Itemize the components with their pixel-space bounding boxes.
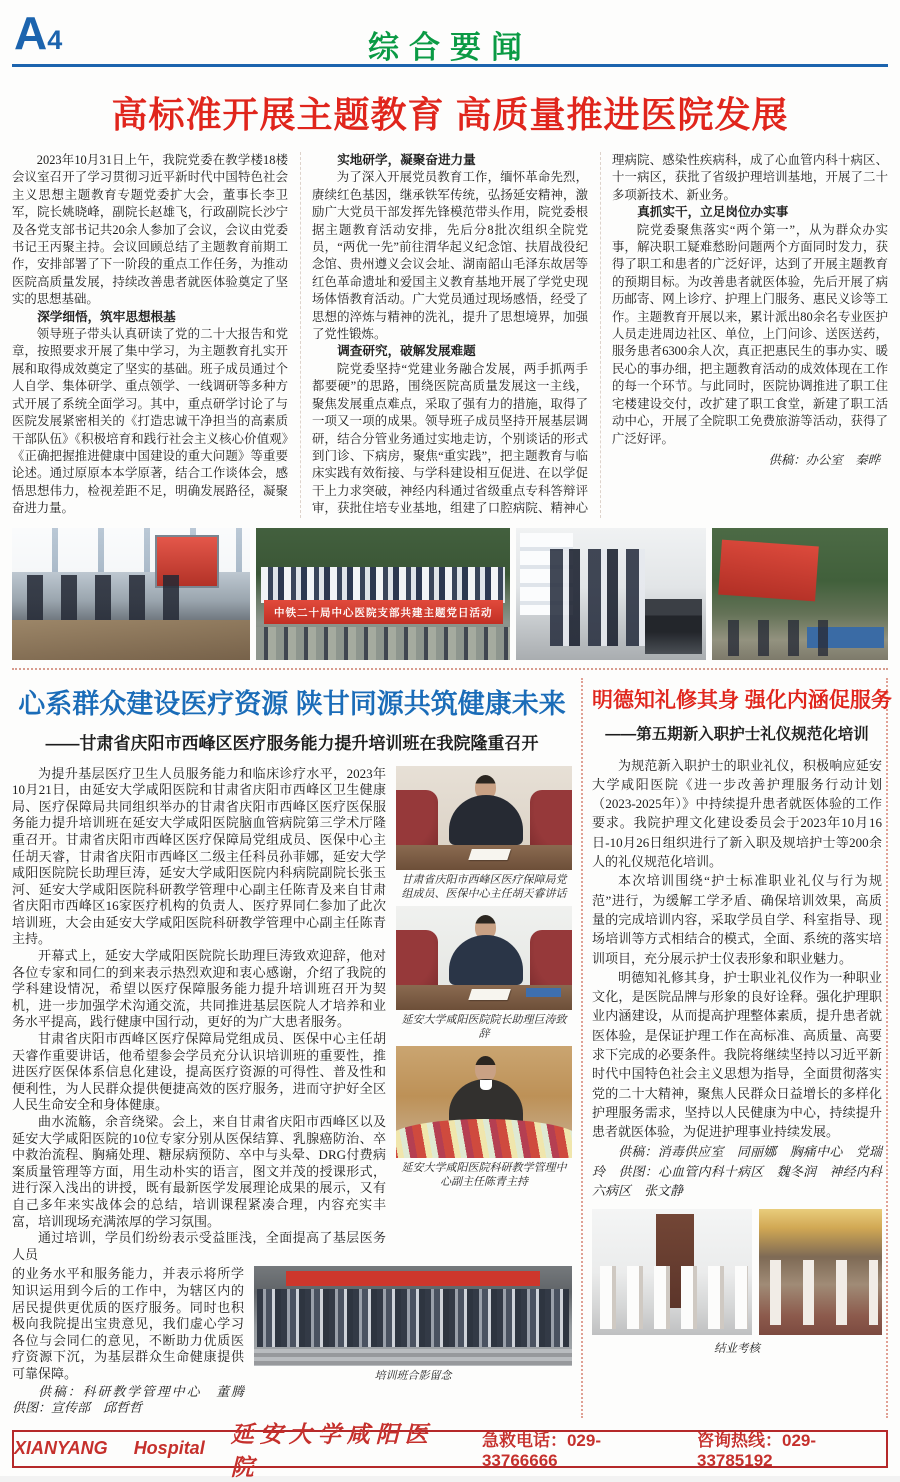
article-paragraph: 院党委聚焦落实“两个第一”，从为群众办实事，解决职工疑难愁盼问题两个方面同时发力，获得了职工和患者的广泛好评，达到了开展主题教育的预期目标。为改善患者就医体验，先后开展了病历邮寄、网上诊疗、护理上门服务、惠民义诊等工作。主题教育开展以来，累计派出80余名专业医护人员走进周边社区、单位，上门问诊、送医送药，服务患者6300余人次，真正把惠民生的事办实、暖民心的事办细，把主题教育活动的成效体现在工作的每一个环节。与此同时，医院协调推进了职工住宅楼建设交付，改扩建了职工食堂，新建了职工活动中心，开展了全院职工免费旅游等活动，获得了广泛好评。 [612,222,888,446]
dotted-separator [12,668,888,670]
left-article-row1 [12,766,572,1264]
left-article-text [12,766,386,1264]
photo-table-decor [12,620,250,660]
article-paragraph: 本次培训围绕“护士标准职业礼仪与行为规范”进行，为缓解工学矛盾、确保培训效果，高质量的完成培训内容，采取学员自学、科室指导、现场培训等方式相结合的模式，全面、系统的落实培训项目，充分展示护士仪表形象和职业魅力。 [592,873,882,966]
photo-meeting-room [12,528,250,660]
photo-chair-decor [396,790,438,852]
photo-caption: 甘肃省庆阳市西峰区医疗保障局党组成员、医保中心主任胡天睿讲话 [401,872,567,900]
photo-indoor-visit [516,528,705,660]
footer-hospital-en: Hospital [133,1438,205,1459]
photo-group-portrait [254,1266,572,1366]
photo-flowers-decor [396,1119,572,1157]
right-article-subtitle: ——第五期新入职护士礼仪规范化培训 [605,725,869,743]
photo-visitors-decor [550,549,645,647]
photo-figure [396,1046,572,1189]
photo-red-banner-decor [718,540,819,602]
photo-nurses-decor [595,1266,748,1329]
article-paragraph: 2023年10月31日上午，我院党委在教学楼18楼会议室召开了学习贯彻习近平新时代中国特色社会主义思想主题教育专题党委扩大会，董事长李卫军，院长姚晓峰，副院长赵雄飞，行政副院长沙宁及各党支部书记共20余人参加了会议，会议由党委书记王丙聚主持。会议回顾总结了主题教育前期工作，安排部署了下一阶段的重点工作任务，为推动医院高质量发展，持续改善患者就医体验奠定了坚实的思想基础。 [12,153,288,307]
article-paragraph: 院党委坚持“党建业务融合发展，两手抓两手都要硬”的思路，围绕医院高质量发展这一主线，聚焦发展重点难点，采取了强有力的措施，取得了一项又一项的成果。领导班子成员坚持开展基层调研，结合分管业务通过实地走访，个别谈话的形式到门诊、下病房，聚焦“重实践”，把主题教育与临床实践有效衔接、与学科建设相互促进、在以学促干上力求突破，神经内科通过省级重点专科答辩评审，获批住培专业基地，组建了口腔病院、精神心理病院、感染性疾病科，成了心血管内科十病区、十一病区，获批了省级护理培训基地，开展了二十多项新技术、新业务。 [312,153,888,516]
photo-caption: 延安大学咸阳医院科研教学管理中心副主任陈青主持 [401,1160,567,1188]
left-article-subtitle: ——甘肃省庆阳市西峰区医疗服务能力提升培训班在我院隆重召开 [45,733,539,753]
photo-assistant-dean-speech [396,906,572,1010]
article-subhead: 真抓实干，立足岗位办实事 [637,205,789,220]
page-code [14,7,63,59]
footer-city-en: XIANYANG [14,1438,108,1459]
photo-crowd-decor [261,567,505,603]
photo-outdoor-event [712,528,889,660]
article-byline: 供稿：科研教学管理中心 董腾 供图：宣传部 邱哲哲 [12,1384,258,1417]
page-footer [12,1420,888,1481]
photo-nurses-standing-hall [759,1209,883,1335]
article-paragraph: 的业务水平和服务能力，并表示将所学知识运用到今后的工作中，为辖区内的居民提供更优质的医疗服务。同时也积极向我院提出宝贵意见，我们虚心学习各位与会同仁的意见，不断助力优质医疗资源下沉，为基层群众生命健康提供可靠保障。 [12,1266,244,1381]
photo-figure [396,906,572,1041]
article-paragraph: 开幕式上，延安大学咸阳医院院长助理巨涛致欢迎辞，他对各位专家和同仁的到来表示热烈欢迎和衷心感谢，介绍了我院的学科建设情况，希望以医疗保障服务能力提升培训班召开为契机，进一步加强学术沟通交流，共同推进基层医院人才培养和业务水平提高，践行健康中国行动，更好的为广大患者服务。 [12,948,386,1030]
page-code-number: 4 [47,25,63,55]
photo-figure [254,1266,572,1417]
photo-strip [12,528,888,660]
photo-chair-decor [530,930,572,992]
photo-caption: 结业考核 [714,1341,760,1356]
photo-crowd-decor [257,1289,569,1347]
article-paragraph: 为提升基层医疗卫生人员服务能力和临床诊疗水平，2023年10月21日，由延安大学咸阳医院和甘肃省庆阳市西峰区卫生健康局、医疗保障局共同组织举办的甘肃省庆阳市西峰区医疗医保服务能力提升培训班在延安大学咸阳医院脑血管病院第三学术厅隆重召开。甘肃省庆阳市西峰区医疗保障局党组成员、医保中心主任胡天睿，甘肃省庆阳市西峰区二级主任科员孙菲娜，延安大学咸阳医院院长助理巨涛，延安大学咸阳医院内科病院副院长张玉河、延安大学咸阳医院科研教学管理中心副主任陈青及来自甘肃省庆阳市西峰区16家医疗机构的负责人、医疗界同仁参加了此次培训班，大会由延安大学咸阳医院科研教学管理中心副主任陈青主持。 [12,765,386,947]
main-article-body [12,152,888,518]
photo-person-body-decor [449,935,523,985]
photo-banner: 中铁二十局中心医院支部共建主题党日活动 [264,600,503,624]
footer-emergency-phone: 急救电话：029-33766666 [481,1431,601,1471]
photo-attendees-decor [17,575,179,623]
right-article-headline: 明德知礼修其身 强化内涵促服务 [592,688,892,712]
section-title: 综合要闻 [368,30,532,65]
photo-steps-decor [254,1349,572,1366]
left-article-headline: 心系群众建设医疗资源 陕甘同源共筑健康未来 [18,688,566,719]
bottom-section [12,678,892,1418]
footer-hospital-name: 延安大学咸阳医院 [230,1420,434,1481]
photo-desk-monitors-decor [645,599,702,654]
photo-crowd-decor [719,620,828,656]
vertical-divider [581,678,583,1418]
article-byline: 供稿：消毒供应室 同丽娜 胸痛中心 党瑞玲 供图：心血管内科十病区 魏冬润 神经内科六病区 张文静 [592,1145,882,1200]
photo-nurses-seated-training [592,1209,752,1335]
left-article-photo-column [396,766,572,1264]
article-paragraph: 曲水流觞，余音绕梁。会上，来自甘肃省庆阳市西峰区以及延安大学咸阳医院的10位专家分别从医保结算、乳腺癌防治、卒中救治流程、胸痛处理、糖尿病预防、卒中与头晕、DRG付费病案质量管理等方面，用生动朴实的语言，图文并茂的授课形式，进行深入浅出的讲授，既有最新医学发展理论成果的展示，又有自己多年来实战体会的总结，培训课程紧凑合理，内容充实丰富，培训现场充满浓厚的学习氛围。 [12,1114,386,1229]
photo-chair-decor [530,790,572,852]
photo-official-speaking [396,766,572,870]
footer-hotline-phone: 咨询热线：029-33785192 [696,1431,817,1471]
photo-caption: 延安大学咸阳医院院长助理巨涛致辞 [401,1012,567,1040]
photo-folder-decor [526,988,561,997]
article-paragraph: 为了深入开展党员教育工作，缅怀革命先烈，赓续红色基因，继承铁军传统，弘扬延安精神，激励广大党员干部发挥先锋模范带头作用，院党委根据主题教育活动安排，先后分8批次组织全院党员，“两优一先”前往渭华起义纪念馆、扶眉战役纪念馆、贵州遵义会议会址、湖南韶山毛泽东故居等红色革命遗址和爱国主义教育基地开展了学党史现场体悟教育活动。广大党员通过现场感悟，经受了思想的淬炼与精神的洗礼，提升了思想境界，加强了党性锻炼。 [312,170,588,342]
photo-host-at-podium [396,1046,572,1158]
article-subhead: 实地研学，凝聚奋进力量 [337,153,476,167]
left-article-row2 [12,1266,572,1417]
article-paragraph: 甘肃省庆阳市西峰区医疗保障局党组成员、医保中心主任胡天睿作重要讲话，他希望参会学员充分认识培训班的重要性，推进医疗医保体系信息化建设，提高医疗资源的可得性、普及性和便利性，为人民群众提供便捷高效的医疗服务，进而守护好全区人民生命安全和身体健康。 [12,1031,386,1113]
photo-collar-decor [480,1080,492,1090]
photo-nurses-decor [762,1260,878,1326]
left-article-text-continued [12,1266,258,1417]
article-paragraph: 明德知礼修其身，护士职业礼仪作为一种职业文化，是医院品牌与形象的良好诠释。强化护理职业内涵建设，从而提高护理整体素质，提升患者就医体验，是保证护理工作在高标准、高质量、高要求下完成的必要条件。我院将继续坚持以习近平新时代中国特色社会主义思想为指导，全面贯彻落实党的二十大精神，聚焦人民群众日益增长的多样化护理服务需求，坚持以人民健康为中心，持续提升患者就医体验，为促进护理事业持续发展。 [592,969,882,1140]
photo-figure [396,766,572,901]
article-subhead: 调查研究，破解发展难题 [337,344,476,359]
main-headline: 高标准开展主题教育 高质量推进医院发展 [111,94,789,135]
article-byline: 供稿：办公室 秦晔 [768,451,880,467]
photo-chair-decor [396,930,438,992]
photo-caption: 培训班合影留念 [374,1369,452,1383]
masthead [12,7,888,65]
right-article-photos [592,1209,882,1335]
article-paragraph: 通过培训，学员们纷纷表示受益匪浅，全面提高了基层医务人员 [12,1230,386,1262]
photo-nameplate-decor [468,989,510,1000]
photo-group-with-banner [256,528,510,660]
article-nurse-etiquette [592,678,892,1418]
photo-crowd-legs-decor [256,627,510,660]
article-paragraph: 为规范新入职护士的职业礼仪，积极响应延安大学咸阳医院《进一步改善护理服务行动计划（2023-2025年）》中持续提升患者就医体验的工作要求。我院护理文化建设委员会于2023年10月16日-10月26日组织进行了新入职及规培护士等200余人的礼仪规范化培训。 [592,757,882,870]
article-subhead: 深学细悟，筑牢思想根基 [37,309,176,324]
right-article-text [592,756,882,1202]
article-training-class [12,678,572,1418]
article-paragraph: 领导班子带头认真研读了党的二十大报告和党章，按照要求开展了集中学习，为主题教育扎实开展和取得成效奠定了坚实的基础。班子成员通过个人自学、集体研学、重点领学、一线调研等多种方式开展了系统全面学习。其中，重点研学讨论了与医院发展紧密相关的《打造忠诚干净担当的高素质干部队伍》《积极培育和践行社会主义核心价值观》《正确把握推进健康中国建设的重大问题》等重要论述。通过原原本本学原著，结合工作谈体会，感悟思想伟力，检视差距不足，明确发展路径，凝聚奋进力量。 [12,327,288,516]
photo-banner-decor [286,1271,540,1286]
page-code-letter: A [14,7,48,59]
photo-nameplate-decor [468,849,510,860]
photo-person-body-decor [449,795,523,845]
